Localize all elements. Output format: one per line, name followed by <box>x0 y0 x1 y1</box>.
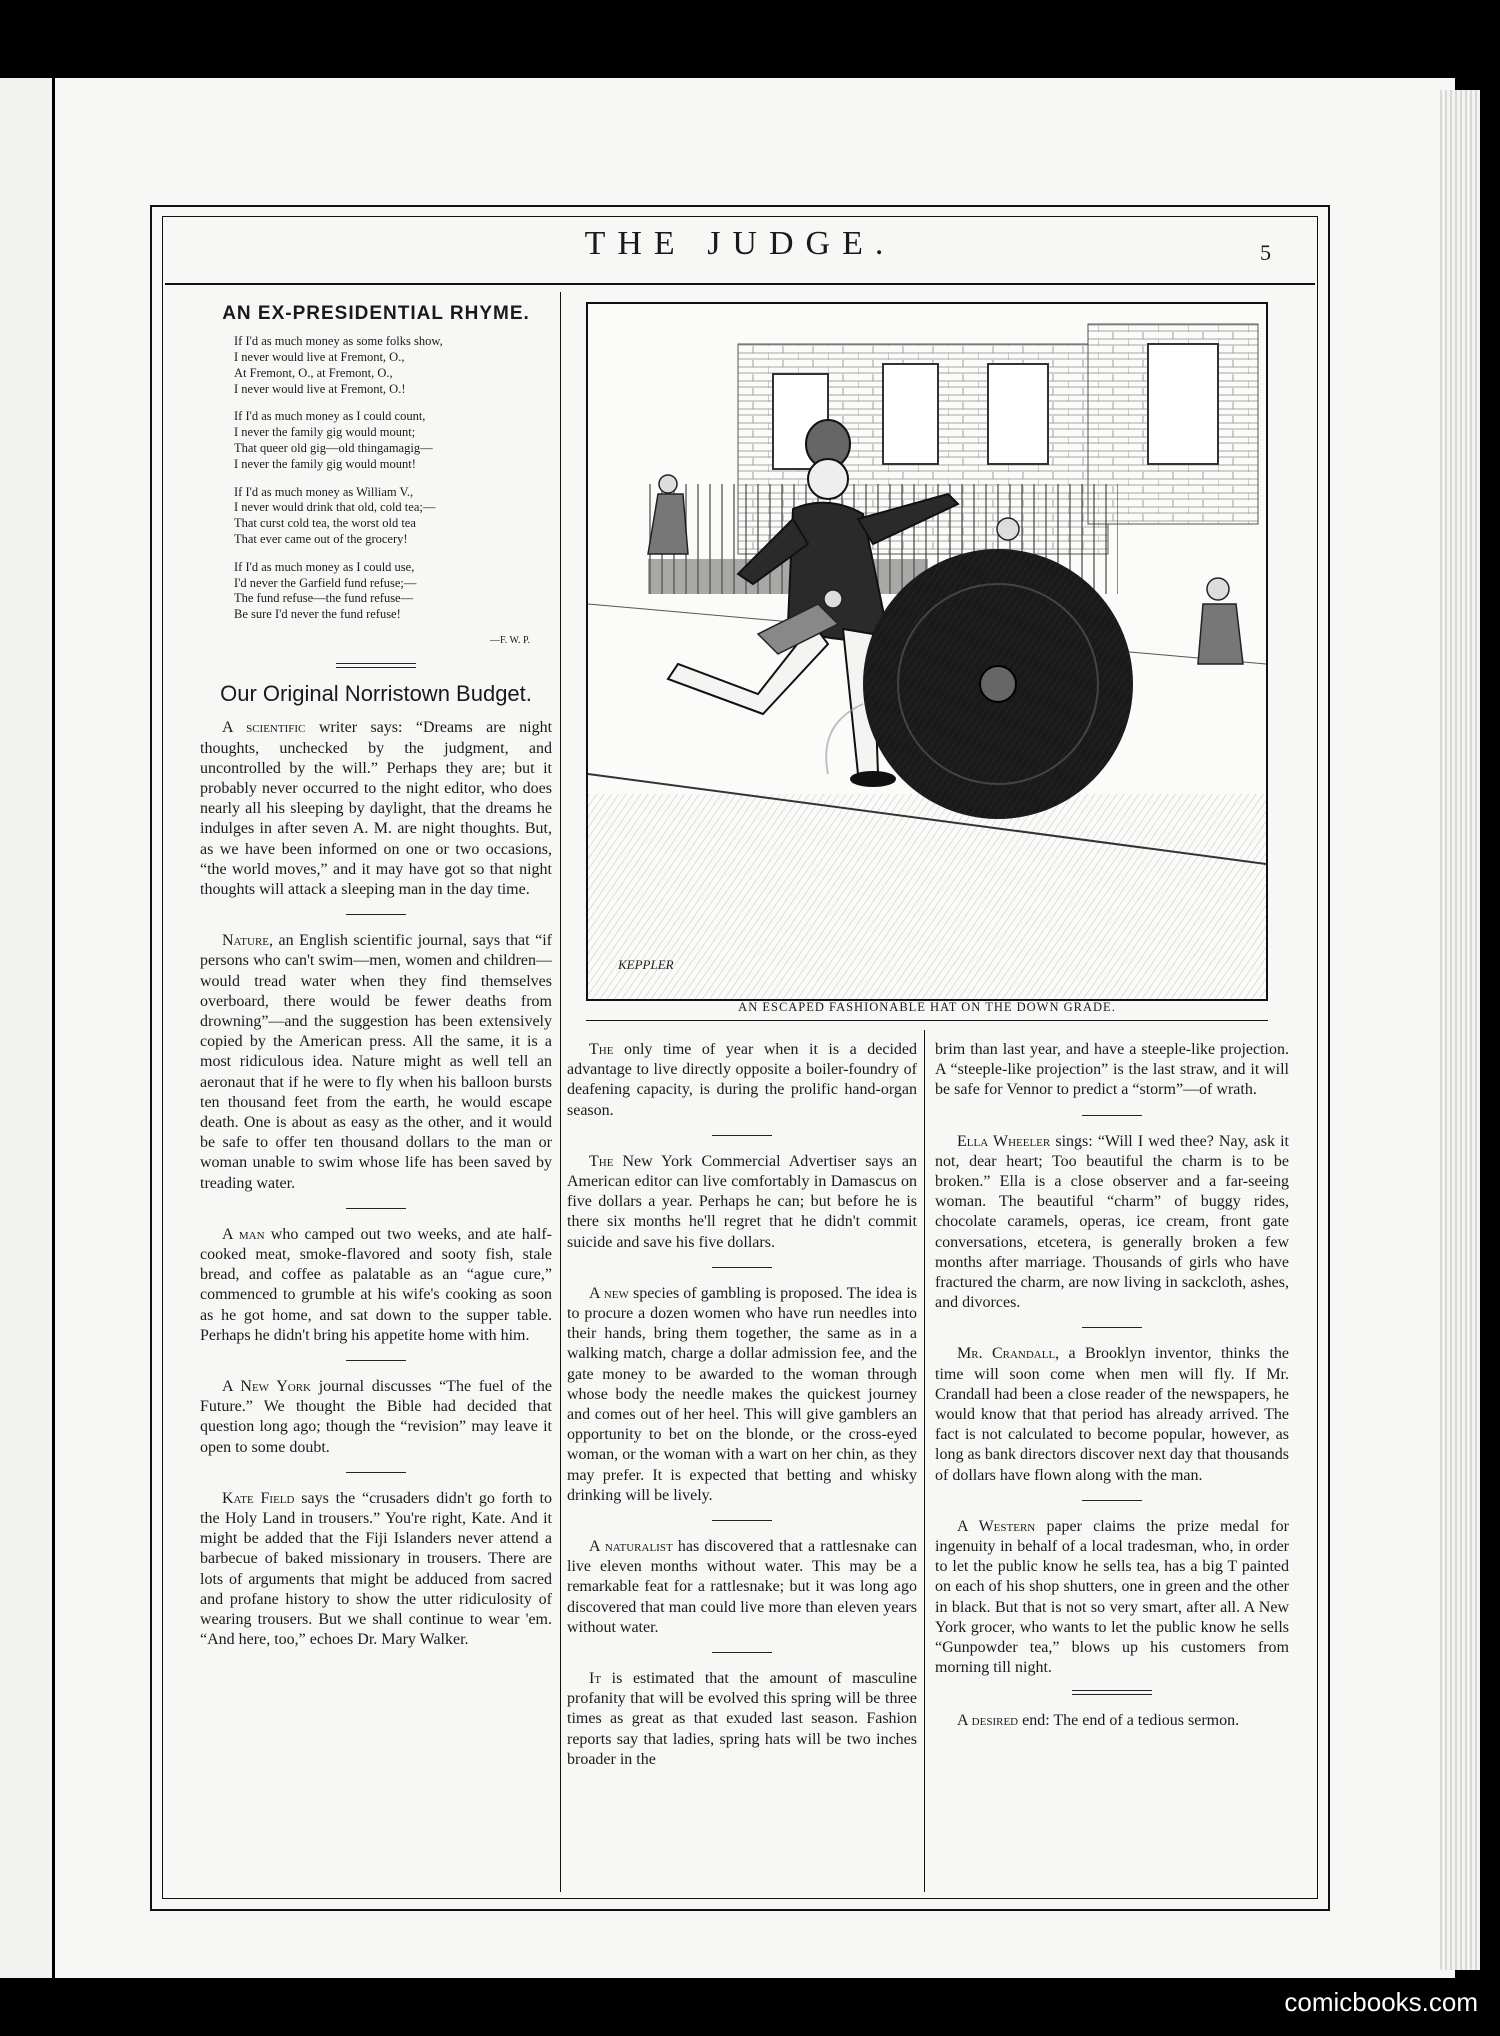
article-text: writer says: “Dreams are night thoughts, unchecked by the judgment, and uncontrolled by the will.” Perhaps they are; but it probably never occurred to the night editor, who does nearly all his sleeping by daylight, that the dreams he indulges in after seven A. M. are night thoughts. But, as we have been informed on one or two occasions, “the world moves,” and it may have got so that night thoughts will attack a sleeping man in the day time. <box>200 719 553 898</box>
article-paragraph <box>200 1489 552 1651</box>
caption-rule <box>586 1020 1268 1021</box>
article-paragraph <box>567 1152 917 1253</box>
article-paragraph <box>935 1344 1289 1485</box>
article-text: sings: “Will I wed thee? Nay, ask it not, dear heart; Too beautiful the charm is to be broken.” Ella is a close observer and a far-seeing woman. The beautiful “charm” of buggy rides, chocolate caramels, operas, ice cream, front gate conversations, etcetera, is generally broken a few months after marriage. Thousands of girls who have fractured the charm, are now living in sackcloth, ashes, and divorces. <box>935 1132 1289 1312</box>
masthead: THE JUDGE. <box>584 225 896 262</box>
section-divider <box>336 663 416 668</box>
article-separator <box>1082 1327 1142 1328</box>
article-text: journal discusses “The fuel of the Future.” We thought the Bible had decided that question long ago; though the “revision” may leave it open to some doubt. <box>200 1378 552 1456</box>
poem-line: If I'd as much money as I could use, <box>234 559 415 574</box>
article-paragraph <box>935 1517 1289 1679</box>
article-paragraph <box>567 1669 917 1770</box>
poem-stanza <box>234 409 552 472</box>
article-lead: A new <box>589 1284 629 1302</box>
article-separator <box>346 914 406 915</box>
article-separator <box>712 1135 772 1136</box>
poem-line: If I'd as much money as some folks show, <box>234 334 443 349</box>
illustration-signature: KEPPLER <box>618 957 674 972</box>
poem-line: I never would live at Fremont, O., <box>234 350 405 364</box>
poem-body <box>234 334 552 623</box>
poem-line: The fund refuse—the fund refuse— <box>234 591 414 606</box>
column-rule-left <box>560 292 561 1892</box>
article-separator <box>712 1267 772 1268</box>
article-separator <box>346 1208 406 1209</box>
article-text: has discovered that a rattlesnake can live eleven months without water. This may be a remarkable feat for a rattlesnake; but it was long ago discovered that man could live more than eleven years without water. <box>567 1538 917 1636</box>
column-3-articles <box>935 1040 1289 1732</box>
article-lead: A New York <box>222 1378 311 1396</box>
article-separator <box>346 1472 406 1473</box>
poem-line: I never the family gig would mount; <box>234 425 416 440</box>
article-separator <box>712 1652 772 1653</box>
column-3 <box>935 1040 1289 1732</box>
article-separator <box>1072 1690 1152 1695</box>
watermark: comicbooks.com <box>1284 1987 1478 2017</box>
article-lead: A man <box>222 1225 265 1243</box>
article-text: , a Brooklyn inventor, thinks the time will soon come when men will fly. If Mr. Crandall had been a close reader of the newspapers, he would know that that period has already arrived. The fact is not calculated to become popular, however, as long as bank directors discover next day that thousands of dollars have flown along with the man. <box>935 1345 1289 1484</box>
page-number: 5 <box>1260 240 1271 265</box>
article-text: is estimated that the amount of masculine profanity that will be evolved this spring will be three times as great as that exuded last season. Fashion reports say that ladies, spring hats will be two inches broader in the <box>567 1670 917 1768</box>
article-lead: The <box>589 1041 614 1058</box>
article-paragraph <box>935 1040 1289 1101</box>
poem-line: If I'd as much money as William V., <box>234 484 414 499</box>
column-2-articles <box>567 1040 917 1770</box>
article-text: paper claims the prize medal for ingenuity in behalf of a local tradesman, who, in order to let the public know he sells tea, has a big T painted on each of his shop shutters, one in green and the other in black. But that is not so very smart, after all. A New York grocer, who wants to let the public know he sells “Gunpowder tea,” blows up his customers from morning till night. <box>935 1517 1289 1677</box>
page-stack-edge <box>1440 90 1480 1970</box>
article-text: only time of year when it is a decided advantage to live directly opposite a boiler-foundry of deafening capacity, is during the prolific hand-organ season. <box>567 1041 917 1119</box>
poem-line: That queer old gig—old thingamagig— <box>234 440 433 455</box>
article-text: brim than last year, and have a steeple-like projection. A “steeple-like projection” is the last straw, and it will be safe for Vennor to predict a “storm”—of wrath. <box>935 1041 1289 1099</box>
poem-line: I never would drink that old, cold tea;— <box>234 500 436 515</box>
article-text: species of gambling is proposed. The idea is to procure a dozen women who have run needles into their hands, bring them together, the same as in a walking match, charge a dollar admission fee, and the gate money to be awarded to the woman through whose body the needle makes the quickest journey and comes out of her heel. This will give gamblers an opportunity to bet on the blonde, or the cross-eyed woman, or the woman with a wart on her chin, as they may prefer. It is expected that betting and whisky drinking will be lively. <box>567 1284 918 1504</box>
article-lead: It <box>589 1670 602 1688</box>
poem-stanza <box>234 560 552 623</box>
article-separator <box>712 1520 772 1521</box>
article-paragraph <box>567 1284 917 1506</box>
masthead-rule <box>165 283 1315 285</box>
article-lead: Ella Wheeler <box>957 1132 1051 1150</box>
article-text: New York Commercial Advertiser says an American editor can live comfortably in Damascus on five dollars a year. Perhaps he can; but before he is there six months he'll regret that he didn't commit suicide and save his five dollars. <box>567 1152 917 1251</box>
illustration-caption: AN ESCAPED FASHIONABLE HAT ON THE DOWN GRADE. <box>738 1000 1116 1014</box>
poem-line: If I'd as much money as I could count, <box>234 409 426 424</box>
article-text: says the “crusaders didn't go forth to the Holy Land in trousers.” You're right, Kate. And it might be added that the Fiji Islanders never attend a barbecue of baked missionary in trousers. There are lots of arguments that might be adduced from sacred and profane history to show the utter ridiculosity of wearing trousers. But we shall continue to wear 'em. “And here, too,” echoes Dr. Mary Walker. <box>200 1489 552 1649</box>
article-lead: A naturalist <box>589 1538 673 1556</box>
article-paragraph <box>935 1132 1289 1314</box>
poem-signature: —F. W. P. <box>489 634 530 646</box>
article-paragraph <box>200 718 552 900</box>
poem-line: I'd never the Garfield fund refuse;— <box>234 575 417 590</box>
article-separator <box>1082 1500 1142 1501</box>
poem-title: AN EX-PRESIDENTIAL RHYME. <box>222 303 530 324</box>
article-lead: Nature <box>222 932 269 950</box>
column-1-articles <box>200 718 552 1650</box>
poem-stanza <box>234 334 552 397</box>
article-text: , an English scientific journal, says that “if persons who can't swim—men, women and children—would tread water when they find themselves overboard, there would be fewer deaths from drowning”—and the suggestion has been extensively copied by the American press. All the same, it is a most ridiculous idea. Nature might as well tell an aeronaut that if he were to fly when his balloon bursts ten thousand feet from the earth, he would escape death. One is about as easy as the other, and it would be safe to offer ten thousand dollars to the man or woman unable to swim whose life has been saved by treading water. <box>200 932 552 1192</box>
illustration-escaped-hat <box>586 302 1268 1001</box>
poem-line: At Fremont, O., at Fremont, O., <box>234 365 393 380</box>
article-text: who camped out two weeks, and ate half-cooked meat, smoke-flavored and sooty fish, stale bread, and coffee as palatable as an “ague cure,” commenced to grumble at his wife's cooking as soon as he got home, and sat down to the supper table. Perhaps he didn't bring his appetite home with him. <box>200 1225 552 1344</box>
article-lead: Kate Field <box>222 1489 295 1507</box>
budget-title: Our Original Norristown Budget. <box>220 681 532 707</box>
article-paragraph <box>200 1225 552 1346</box>
poem-stanza <box>234 485 552 548</box>
article-lead: A Western <box>957 1517 1036 1535</box>
article-paragraph <box>567 1040 917 1121</box>
illustration-drawing <box>588 304 1266 999</box>
article-lead: A scientific <box>222 719 306 737</box>
article-paragraph <box>935 1711 1289 1731</box>
article-paragraph <box>200 1377 552 1458</box>
poem-line: That ever came out of the grocery! <box>234 531 408 546</box>
article-text: end: The end of a tedious sermon. <box>1018 1712 1240 1730</box>
article-paragraph <box>200 931 552 1194</box>
article-separator <box>346 1360 406 1361</box>
article-separator <box>1082 1115 1142 1116</box>
poem-line: Be sure I'd never the fund refuse! <box>234 607 401 622</box>
poem-line: I never would live at Fremont, O.! <box>234 381 406 396</box>
column-rule-right <box>924 1030 925 1892</box>
article-lead: A desired <box>957 1712 1019 1730</box>
column-1 <box>200 304 552 1650</box>
article-lead: The <box>589 1152 614 1170</box>
article-lead: Mr. Crandall <box>957 1345 1056 1363</box>
column-2 <box>567 1040 917 1770</box>
article-paragraph <box>567 1537 917 1638</box>
poem-line: I never the family gig would mount! <box>234 456 416 471</box>
facing-page-edge <box>0 78 52 1978</box>
poem-line: That curst cold tea, the worst old tea <box>234 516 416 531</box>
